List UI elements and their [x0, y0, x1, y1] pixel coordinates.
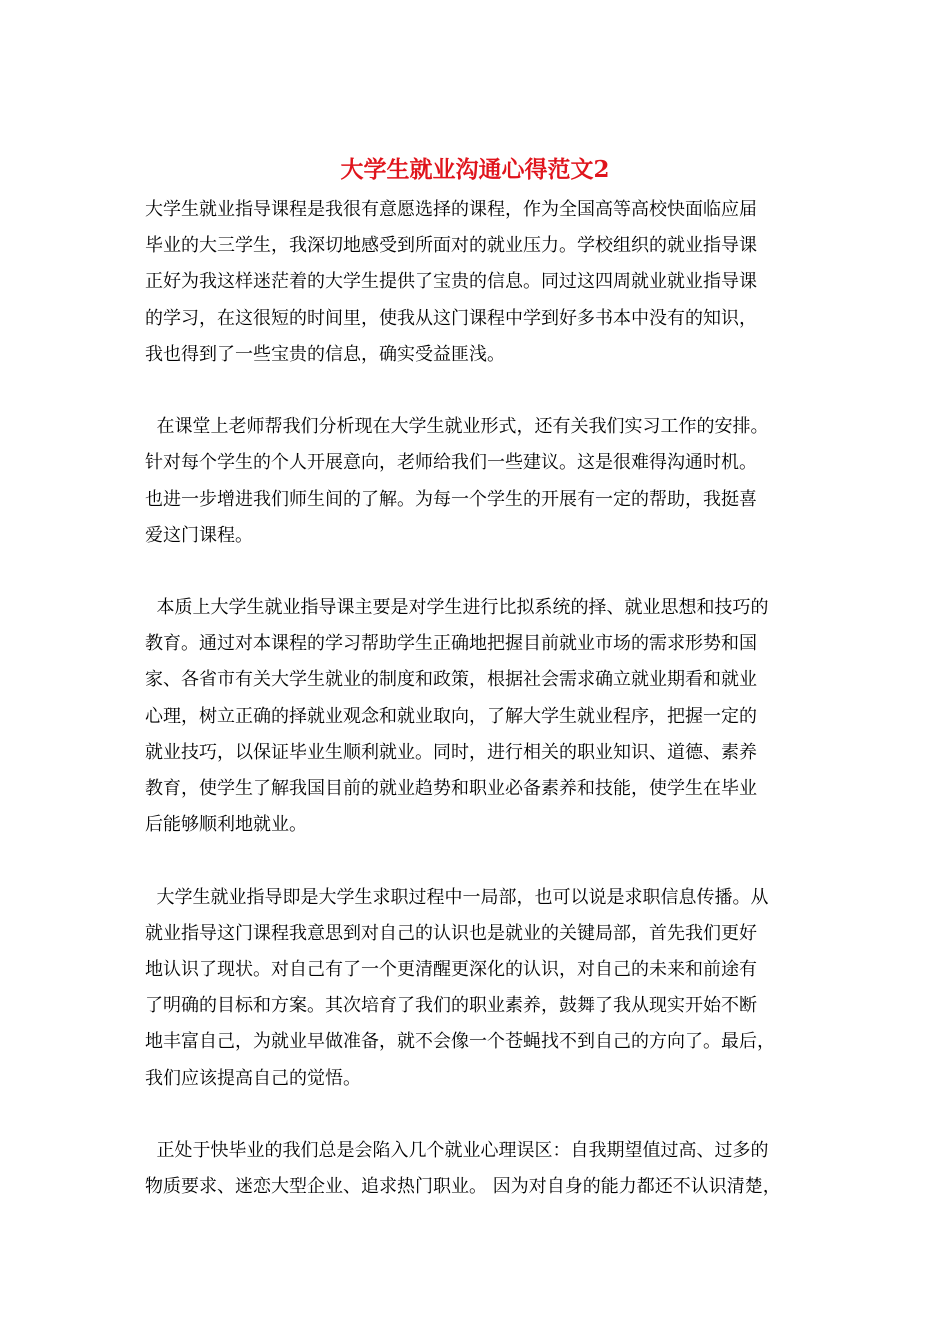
text-line: 正处于快毕业的我们总是会陷入几个就业心理误区：自我期望值过高、过多的 — [145, 1139, 769, 1161]
paragraph-3 — [145, 590, 815, 843]
text-line: 就业技巧，以保证毕业生顺利就业。同时，进行相关的职业知识、道德、素养 — [145, 741, 757, 763]
text-line: 也进一步增进我们师生间的了解。为每一个学生的开展有一定的帮助，我挺喜 — [145, 488, 757, 510]
paragraph-gap — [145, 1097, 815, 1133]
text-line: 后能够顺利地就业。 — [145, 814, 307, 836]
text-line: 家、各省市有关大学生就业的制度和政策，根据社会需求确立就业期看和就业 — [145, 669, 757, 691]
text-line: 的学习，在这很短的时间里，使我从这门课程中学到好多书本中没有的知识， — [145, 307, 757, 329]
text-line: 我也得到了一些宝贵的信息，确实受益匪浅。 — [145, 343, 505, 365]
text-line: 心理，树立正确的择就业观念和就业取向，了解大学生就业程序，把握一定的 — [145, 705, 757, 727]
text-line: 毕业的大三学生，我深切地感受到所面对的就业压力。学校组织的就业指导课 — [145, 235, 757, 257]
text-line: 大学生就业指导课程是我很有意愿选择的课程，作为全国高等高校快面临应届 — [145, 199, 757, 220]
paragraph-gap — [145, 843, 815, 879]
text-line: 在课堂上老师帮我们分析现在大学生就业形式，还有关我们实习工作的安排。 — [145, 416, 769, 438]
paragraph-4 — [145, 880, 815, 1097]
text-line: 正好为我这样迷茫着的大学生提供了宝贵的信息。同过这四周就业就业指导课 — [145, 271, 757, 293]
text-line: 了明确的目标和方案。其次培育了我们的职业素养，鼓舞了我从现实开始不断 — [145, 995, 757, 1017]
document-title: 大学生就业沟通心得范文2 — [340, 156, 610, 183]
text-line: 针对每个学生的个人开展意向，老师给我们一些建议。这是很难得沟通时机。 — [145, 452, 757, 474]
paragraph-2 — [145, 409, 815, 554]
text-line: 我们应该提高自己的觉悟。 — [145, 1067, 361, 1089]
paragraph-5 — [145, 1133, 815, 1205]
text-line: 就业指导这门课程我意思到对自己的认识也是就业的关键局部，首先我们更好 — [145, 922, 757, 944]
document-body — [145, 192, 815, 1205]
text-line: 本质上大学生就业指导课主要是对学生进行比拟系统的择、就业思想和技巧的 — [145, 597, 769, 619]
text-line: 物质要求、迷恋大型企业、追求热门职业。 因为对自身的能力都还不认识清楚， — [145, 1176, 781, 1198]
paragraph-1 — [145, 192, 815, 373]
text-line: 地认识了现状。对自己有了一个更清醒更深化的认识，对自己的未来和前途有 — [145, 958, 757, 980]
paragraph-gap — [145, 554, 815, 590]
paragraph-gap — [145, 373, 815, 409]
text-line: 地丰富自己，为就业早做准备，就不会像一个苍蝇找不到自己的方向了。最后， — [145, 1031, 775, 1053]
text-line: 教育，使学生了解我国目前的就业趋势和职业必备素养和技能，使学生在毕业 — [145, 778, 757, 799]
text-line: 爱这门课程。 — [145, 524, 253, 546]
text-line: 教育。通过对本课程的学习帮助学生正确地把握目前就业市场的需求形势和国 — [145, 633, 757, 655]
text-line: 大学生就业指导即是大学生求职过程中一局部，也可以说是求职信息传播。从 — [145, 886, 769, 908]
